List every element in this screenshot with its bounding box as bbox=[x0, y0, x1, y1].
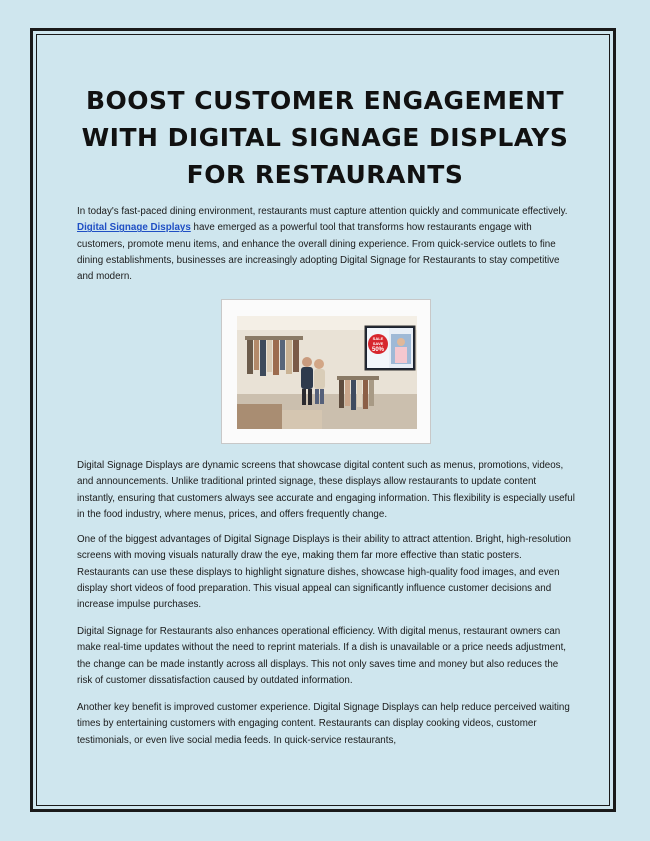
paragraph-efficiency: Digital Signage for Restaurants also enhances operational efficiency. With digital menus, restaurant owners can make real-time updates without the need to reprint materials. If a dish is unavailable or a price needs adjustment, the change can be made instantly across all displays. This not only saves time and money but also reduces the risk of customer dissatisfaction caused by outdated information. bbox=[77, 626, 567, 686]
store-interior-illustration bbox=[237, 316, 417, 429]
paragraph-experience: Another key benefit is improved customer experience. Digital Signage Displays can help reduce perceived waiting times by entertaining customers with engaging content. Restaurants can display cooking videos, customer testimonials, or even live social media feeds. In quick-service restaurants, bbox=[77, 702, 570, 746]
document-title: BOOST CUSTOMER ENGAGEMENT WITH DIGITAL SIGNAGE DISPLAYS FOR RESTAURANTS bbox=[81, 86, 569, 189]
intro-paragraph bbox=[77, 204, 575, 285]
intro-text-start: In today's fast-paced dining environment, restaurants must capture attention quickly and communicate effectively. bbox=[77, 206, 568, 217]
intro-text-end: have emerged as a powerful tool that transforms how restaurants engage with customers, promote menu items, and enhance the overall dining experience. From quick-service outlets to fine dining establishments, businesses are increasingly adopting Digital Signage for Restaurants to stay competitive and modern. bbox=[77, 222, 560, 283]
paragraph-advantages: One of the biggest advantages of Digital Signage Displays is their ability to attract attention. Bright, high-resolution screens with moving visuals naturally draw the eye, making them far more effective than static posters. Restaurants can use these displays to highlight signature dishes, showcase high-quality food images, and even display short videos of food preparation. This visual appeal can significantly influence customer decisions and increase impulse purchases. bbox=[77, 534, 571, 611]
sign-text-save: SAVE bbox=[372, 341, 384, 346]
store-signage-photo bbox=[221, 299, 431, 444]
digital-signage-displays-link[interactable]: Digital Signage Displays bbox=[77, 222, 191, 234]
sign-text-sale: SALE bbox=[372, 336, 384, 341]
paragraph-definition: Digital Signage Displays are dynamic screens that showcase digital content such as menus, promotions, videos, and announcements. Unlike traditional printed signage, these displays allow restaurants to update content instantly, ensuring that customers always see accurate and engaging information. This flexibility is especially useful in the food industry, where menus, prices, and offers frequently change. bbox=[77, 460, 575, 520]
sign-text-percent: 50% bbox=[371, 347, 385, 353]
